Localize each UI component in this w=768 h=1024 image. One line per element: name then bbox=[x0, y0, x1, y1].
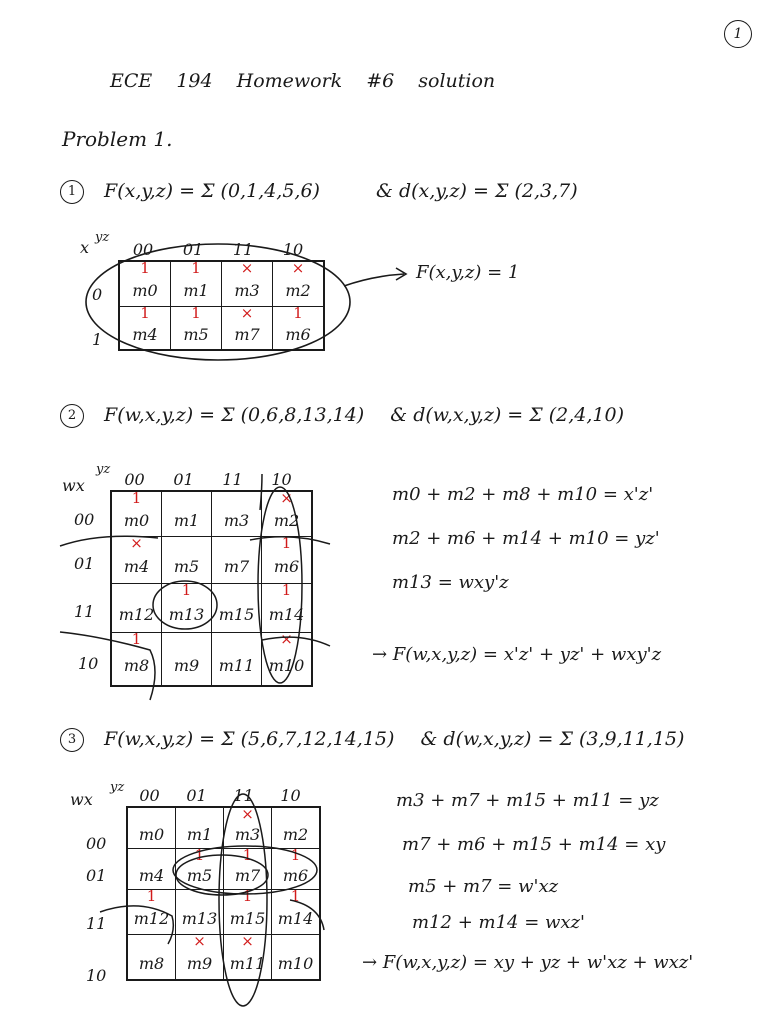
cell-term: m10 bbox=[277, 953, 314, 973]
col-header: 01 bbox=[186, 786, 207, 805]
kmap-cell bbox=[262, 630, 313, 687]
cell-term: m8 bbox=[123, 655, 150, 675]
part1-kmap bbox=[118, 260, 325, 351]
cell-mark: 1 bbox=[131, 630, 142, 648]
part2-derivation: m2 + m6 + m14 + m10 = yz' bbox=[392, 528, 660, 549]
cell-term: m5 bbox=[173, 556, 200, 576]
cell-term: m5 bbox=[186, 865, 213, 885]
col-header: 10 bbox=[280, 786, 301, 805]
cell-term: m11 bbox=[229, 953, 266, 973]
col-header: 11 bbox=[232, 240, 254, 259]
kmap-cell bbox=[224, 846, 272, 890]
part1-statement bbox=[60, 180, 578, 204]
cell-term: m15 bbox=[218, 604, 255, 624]
part3-row-var: wx bbox=[70, 790, 93, 809]
row-header: 00 bbox=[74, 510, 95, 529]
part2-result: → F(w,x,y,z) = x'z' + yz' + wxy'z bbox=[372, 644, 662, 665]
cell-term: m4 bbox=[123, 556, 150, 576]
cell-term: m5 bbox=[183, 324, 209, 344]
kmap-cell bbox=[212, 633, 262, 687]
part2-dontcare: & d(w,x,y,z) = Σ (2,4,10) bbox=[390, 404, 624, 426]
part3-derivation: m5 + m7 = w'xz bbox=[408, 876, 559, 897]
kmap-cell bbox=[273, 304, 325, 351]
kmap-cell bbox=[262, 581, 313, 633]
cell-term: m14 bbox=[277, 908, 314, 928]
col-header: 00 bbox=[124, 470, 145, 489]
part1-row-var: x bbox=[80, 238, 90, 257]
cell-mark: 1 bbox=[242, 887, 253, 905]
kmap-cell bbox=[222, 304, 273, 351]
part1-col-var: yz bbox=[95, 230, 110, 245]
cell-mark: × bbox=[280, 630, 293, 648]
cell-mark: × bbox=[240, 304, 254, 322]
cell-mark: × bbox=[280, 489, 293, 507]
part2-statement bbox=[60, 404, 624, 428]
cell-term: m12 bbox=[118, 604, 155, 624]
cell-term: m9 bbox=[186, 953, 213, 973]
col-header: 01 bbox=[182, 240, 204, 259]
cell-mark: 1 bbox=[146, 887, 157, 905]
cell-term: m0 bbox=[123, 510, 150, 530]
part1-number: 1 bbox=[60, 180, 84, 204]
kmap-cell bbox=[111, 584, 162, 633]
kmap-cell bbox=[224, 932, 272, 981]
part3-number: 3 bbox=[60, 728, 84, 752]
kmap-cell bbox=[119, 261, 171, 307]
cell-term: m0 bbox=[132, 280, 158, 300]
part3-col-var: yz bbox=[110, 780, 125, 795]
kmap-cell bbox=[212, 537, 262, 584]
cell-term: m11 bbox=[218, 655, 255, 675]
kmap-cell bbox=[262, 491, 313, 537]
cell-mark: 1 bbox=[281, 581, 292, 599]
col-header: 11 bbox=[222, 470, 243, 489]
cell-term: m6 bbox=[273, 556, 300, 576]
cell-term: m0 bbox=[138, 824, 165, 844]
cell-term: m14 bbox=[268, 604, 305, 624]
cell-term: m2 bbox=[273, 510, 300, 530]
part2-col-var: yz bbox=[96, 462, 111, 477]
page-number: 1 bbox=[724, 20, 752, 48]
part3-kmap bbox=[126, 806, 321, 981]
part2-kmap bbox=[110, 490, 313, 687]
problem-heading: Problem 1. bbox=[62, 127, 173, 151]
cell-term: m2 bbox=[282, 824, 309, 844]
col-header: 11 bbox=[233, 786, 254, 805]
part3-function: F(w,x,y,z) = Σ (5,6,7,12,14,15) bbox=[104, 728, 395, 750]
kmap-cell bbox=[162, 491, 212, 537]
kmap-cell bbox=[111, 491, 162, 537]
kmap-cell bbox=[119, 304, 171, 351]
kmap-cell bbox=[212, 584, 262, 633]
part3-col-headers bbox=[126, 786, 314, 805]
part3-result: → F(w,x,y,z) = xy + yz + w'xz + wxz' bbox=[362, 952, 694, 973]
cell-term: m1 bbox=[186, 824, 213, 844]
cell-mark: 1 bbox=[290, 846, 301, 864]
part1-function: F(x,y,z) = Σ (0,1,4,5,6) bbox=[104, 180, 320, 202]
part2-derivation: m13 = wxy'z bbox=[392, 572, 509, 593]
col-header: 01 bbox=[173, 470, 194, 489]
part1-col-headers bbox=[118, 240, 318, 259]
row-header: 10 bbox=[78, 654, 99, 673]
cell-term: m3 bbox=[234, 280, 260, 300]
row-header: 01 bbox=[74, 554, 95, 573]
cell-mark: 1 bbox=[140, 259, 150, 277]
cell-term: m8 bbox=[138, 953, 165, 973]
row-header: 1 bbox=[92, 330, 103, 349]
part2-derivation: m0 + m2 + m8 + m10 = x'z' bbox=[392, 484, 654, 505]
kmap-cell bbox=[127, 935, 176, 981]
kmap-cell bbox=[272, 846, 321, 890]
cell-mark: 1 bbox=[191, 259, 201, 277]
cell-mark: 1 bbox=[191, 304, 201, 322]
cell-term: m2 bbox=[285, 280, 311, 300]
cell-mark: × bbox=[240, 259, 254, 277]
kmap-cell bbox=[272, 935, 321, 981]
kmap-cell bbox=[162, 633, 212, 687]
kmap-cell bbox=[176, 846, 224, 890]
kmap-cell bbox=[176, 932, 224, 981]
part1-result: F(x,y,z) = 1 bbox=[416, 262, 520, 283]
part3-derivation: m3 + m7 + m15 + m11 = yz bbox=[396, 790, 659, 811]
cell-mark: × bbox=[241, 805, 254, 823]
kmap-cell bbox=[272, 807, 321, 849]
kmap-cell bbox=[224, 887, 272, 935]
part3-statement bbox=[60, 728, 684, 752]
cell-term: m4 bbox=[138, 865, 165, 885]
col-header: 00 bbox=[139, 786, 160, 805]
cell-mark: × bbox=[241, 932, 254, 950]
cell-term: m15 bbox=[229, 908, 266, 928]
kmap-cell bbox=[111, 630, 162, 687]
kmap-cell bbox=[224, 807, 272, 849]
cell-term: m10 bbox=[268, 655, 305, 675]
row-header: 11 bbox=[86, 914, 107, 933]
cell-term: m9 bbox=[173, 655, 200, 675]
kmap-cell bbox=[262, 534, 313, 584]
row-header: 01 bbox=[86, 866, 107, 885]
cell-term: m3 bbox=[234, 824, 261, 844]
cell-mark: × bbox=[193, 932, 206, 950]
part3-derivation: m7 + m6 + m15 + m14 = xy bbox=[402, 834, 666, 855]
kmap-cell bbox=[212, 491, 262, 537]
cell-term: m7 bbox=[223, 556, 250, 576]
kmap-cell bbox=[273, 261, 325, 307]
result-arrow bbox=[344, 274, 404, 286]
cell-mark: × bbox=[130, 534, 143, 552]
kmap-cell bbox=[222, 261, 273, 307]
cell-mark: × bbox=[291, 259, 305, 277]
part1-dontcare: & d(x,y,z) = Σ (2,3,7) bbox=[376, 180, 578, 202]
part3-dontcare: & d(w,x,y,z) = Σ (3,9,11,15) bbox=[420, 728, 685, 750]
cell-term: m7 bbox=[234, 865, 261, 885]
part2-function: F(w,x,y,z) = Σ (0,6,8,13,14) bbox=[104, 404, 365, 426]
cell-mark: 1 bbox=[181, 581, 192, 599]
cell-term: m3 bbox=[223, 510, 250, 530]
cell-term: m6 bbox=[285, 324, 311, 344]
cell-mark: 1 bbox=[242, 846, 253, 864]
cell-term: m13 bbox=[168, 604, 205, 624]
kmap-cell bbox=[162, 537, 212, 584]
kmap-cell bbox=[176, 890, 224, 935]
col-header: 10 bbox=[282, 240, 304, 259]
kmap-cell bbox=[162, 581, 212, 633]
part2-number: 2 bbox=[60, 404, 84, 428]
part2-col-headers bbox=[110, 470, 306, 489]
row-header: 11 bbox=[74, 602, 95, 621]
cell-mark: 1 bbox=[281, 534, 292, 552]
cell-mark: 1 bbox=[194, 846, 205, 864]
cell-term: m1 bbox=[183, 280, 209, 300]
cell-term: m7 bbox=[234, 324, 260, 344]
cell-term: m6 bbox=[282, 865, 309, 885]
kmap-cell bbox=[111, 534, 162, 584]
row-header: 00 bbox=[86, 834, 107, 853]
kmap-cell bbox=[127, 849, 176, 890]
kmap-cell bbox=[127, 807, 176, 849]
page-title: ECE 194 Homework #6 solution bbox=[110, 70, 496, 92]
cell-mark: 1 bbox=[293, 304, 303, 322]
kmap-cell bbox=[127, 887, 176, 935]
kmap-cell bbox=[176, 807, 224, 849]
col-header: 00 bbox=[132, 240, 154, 259]
cell-term: m12 bbox=[133, 908, 170, 928]
kmap-cell bbox=[171, 304, 222, 351]
col-header: 10 bbox=[271, 470, 292, 489]
row-header: 0 bbox=[92, 285, 103, 304]
row-header: 10 bbox=[86, 966, 107, 985]
cell-mark: 1 bbox=[131, 489, 142, 507]
cell-mark: 1 bbox=[140, 304, 150, 322]
result-arrowhead bbox=[396, 268, 406, 280]
cell-term: m4 bbox=[132, 324, 158, 344]
part2-row-var: wx bbox=[62, 476, 85, 495]
cell-mark: 1 bbox=[290, 887, 301, 905]
cell-term: m1 bbox=[173, 510, 200, 530]
cell-term: m13 bbox=[181, 908, 218, 928]
part3-derivation: m12 + m14 = wxz' bbox=[412, 912, 585, 933]
kmap-cell bbox=[272, 887, 321, 935]
kmap-cell bbox=[171, 261, 222, 307]
